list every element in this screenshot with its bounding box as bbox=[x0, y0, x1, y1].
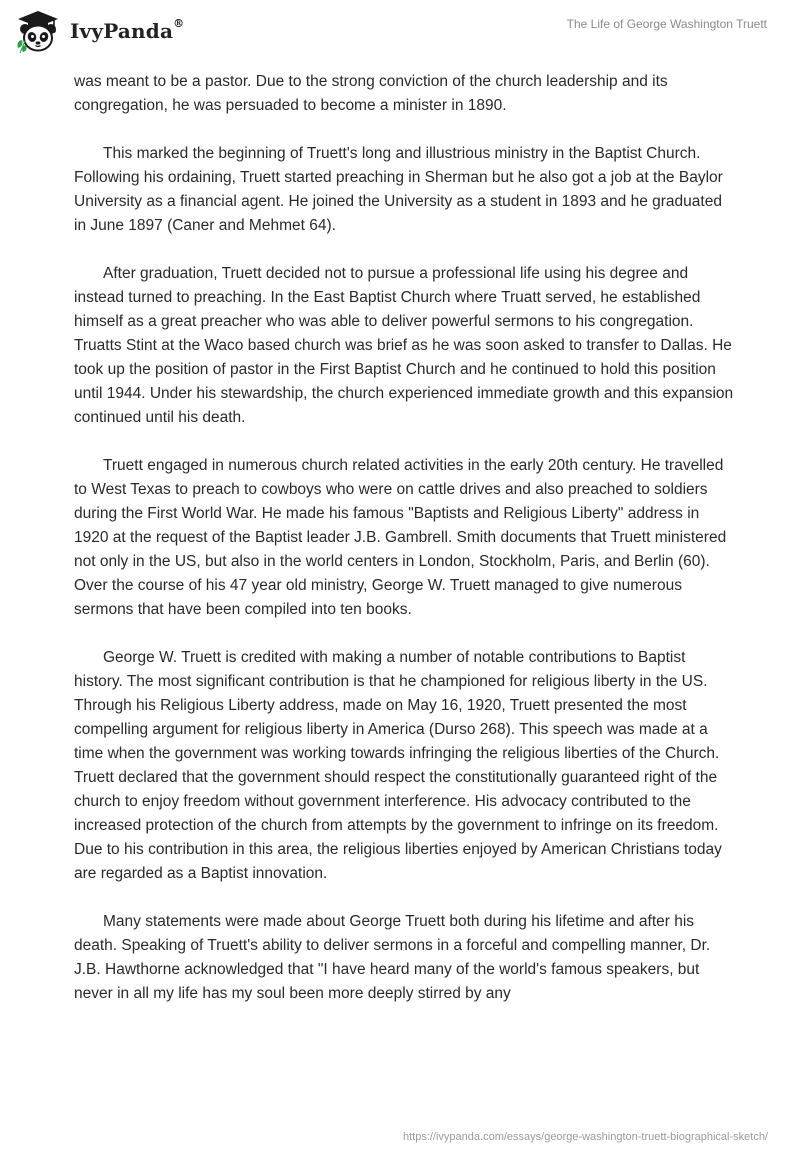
registered-mark: ® bbox=[173, 17, 185, 30]
paragraph-5: George W. Truett is credited with making a number of notable contributions to Baptist history. The most significant contribution is that he championed for religious liberty in the US. Through his Religious Liberty address, made on May 16, 1920, Truett presented the most compelling argument for religious liberty in America (Durso 268). This speech was made at a time when the government was working towards infringing the religious liberties of the Church. Truett declared that the government should respect the constitutionally guaranteed right of the church to enjoy freedom without government interference. His advocacy contributed to the increased protection of the church from attempts by the government to infringe on its freedom. Due to his contribution in this area, the religious liberties enjoyed by American Christians today are regarded as a Baptist innovation. bbox=[74, 649, 722, 882]
page-header bbox=[0, 0, 800, 68]
essay-body bbox=[74, 70, 734, 1030]
panda-logo-icon bbox=[14, 8, 62, 54]
brand-name-text: IvyPanda bbox=[70, 19, 174, 43]
paragraph-6: Many statements were made about George Truett both during his lifetime and after his death. Speaking of Truett's ability to deliver sermons in a forceful and compelling manner, Dr. J.B. Hawthorne acknowledged that "I have heard many of the world's famous speakers, but never in all my life has my soul been more deeply stirred by any bbox=[74, 913, 711, 1002]
brand-name bbox=[70, 19, 184, 43]
document-title: The Life of George Washington Truett bbox=[566, 17, 767, 31]
paragraph-3: After graduation, Truett decided not to pursue a professional life using his degree and instead turned to preaching. In the East Baptist Church where Truatt served, he established himself as a great preacher who was able to deliver powerful sermons to his congregation. Truatts Stint at the Waco based church was brief as he was soon asked to transfer to Dallas. He took up the position of pastor in the First Baptist Church and he continued to hold this position until 1944. Under his stewardship, the church experienced immediate growth and this expansion continued until his death. bbox=[74, 265, 734, 426]
paragraph-1: was meant to be a pastor. Due to the strong conviction of the church leadership and its congregation, he was persuaded to become a minister in 1890. bbox=[74, 73, 668, 114]
source-url-link[interactable]: https://ivypanda.com/essays/george-washington-truett-biographical-sketch/ bbox=[402, 1131, 768, 1143]
ivypanda-logo[interactable] bbox=[14, 8, 184, 54]
paragraph-4: Truett engaged in numerous church related activities in the early 20th century. He travelled to West Texas to preach to cowboys who were on cattle drives and also preached to soldiers during the First World War. He made his famous "Baptists and Religious Liberty" address in 1920 at the request of the Baptist leader J.B. Gambrell. Smith documents that Truett ministered not only in the US, but also in the world centers in London, Stockholm, Paris, and Berlin (60). Over the course of his 47 year old ministry, George W. Truett managed to give numerous sermons that have been compiled into ten books. bbox=[74, 457, 727, 618]
paragraph-2: This marked the beginning of Truett's long and illustrious ministry in the Baptist Church. Following his ordaining, Truett started preaching in Sherman but he also got a job at the Baylor University as a financial agent. He joined the University as a student in 1893 and he graduated in June 1897 (Caner and Mehmet 64). bbox=[74, 145, 723, 234]
